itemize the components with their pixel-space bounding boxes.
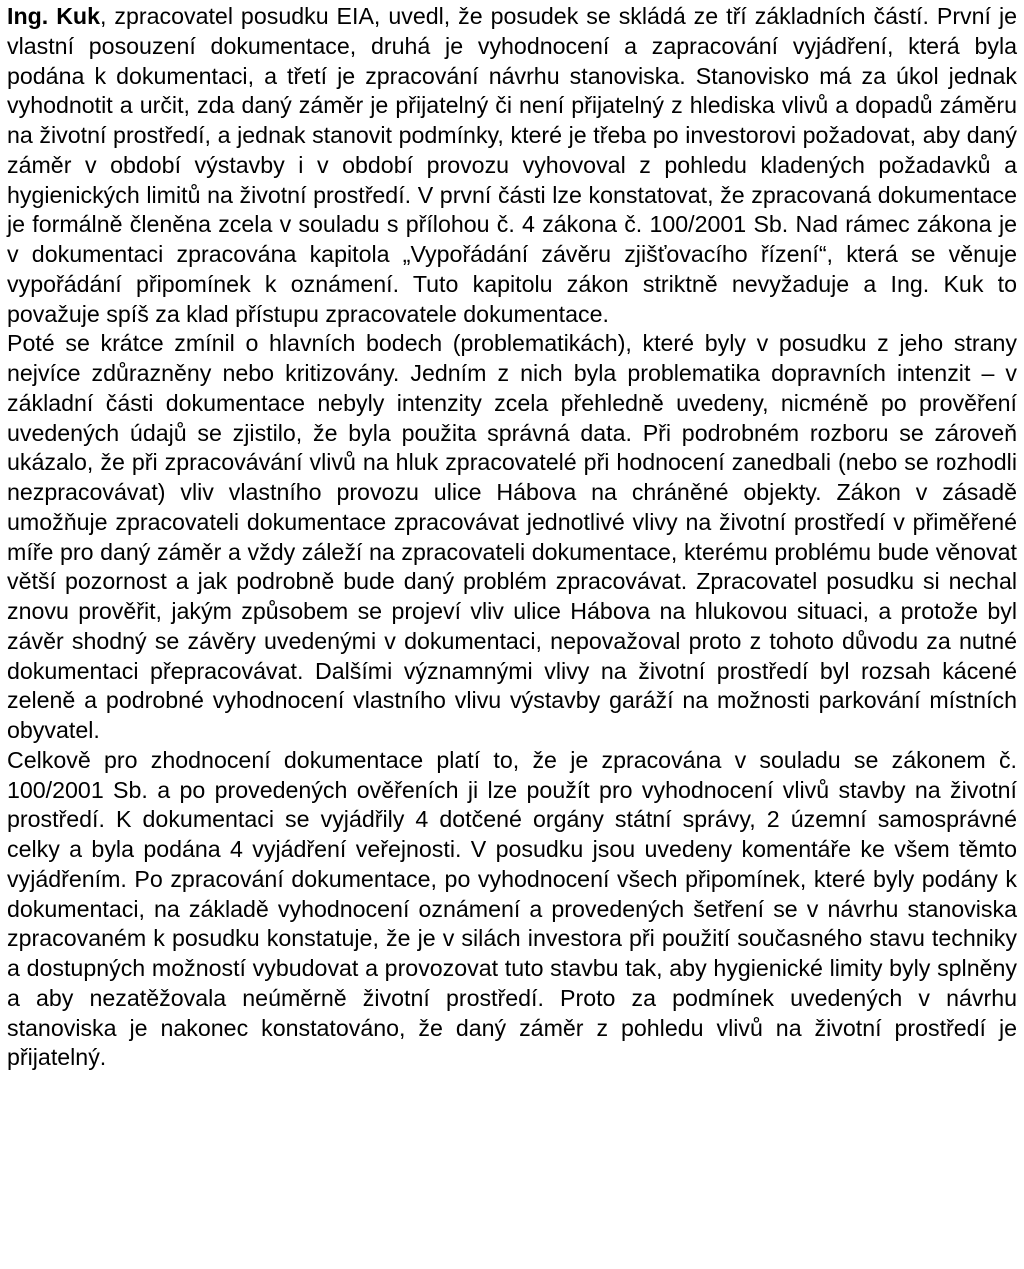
speaker-title: Ing.: [7, 3, 49, 29]
paragraph-2: Poté se krátce zmínil o hlavních bodech (problematikách), které byly v posudku z jeho strany nejvíce zdůrazněny nebo kritizovány. Jedním z nich byla problematika dopravních intenzit – v základní části dokumentace nebyly intenzity zcela přehledně uvedeny, nicméně po prověření uvedených údajů se zjistilo, že byla použita správná data. Při podrobném rozboru se zároveň ukázalo, že při zpracovávání vlivů na hluk zpracovatelé při hodnocení zanedbali (nebo se rozhodli nezpracovávat) vliv vlastního provozu ulice Hábova na chráněné objekty. Zákon v zásadě umožňuje zpracovateli dokumentace zpracovávat jednotlivé vlivy na životní prostředí v přiměřené míře pro daný záměr a vždy záleží na zpracovateli dokumentace, kterému problému bude věnovat větší pozornost a jak podrobně bude daný problém zpracovávat. Zpracovatel posudku si nechal znovu prověřit, jakým způsobem se projeví vliv ulice Hábova na hlukovou situaci, a protože byl závěr shodný se závěry uvedenými v dokumentaci, nepovažoval proto z tohoto důvodu za nutné dokumentaci přepracovávat. Dalšími významnými vlivy na životní prostředí byl rozsah kácené zeleně a podrobné vyhodnocení vlastního vlivu výstavby garáží na možnosti parkování místních obyvatel.: [7, 330, 1017, 743]
paragraph-1: [7, 2, 1017, 329]
speaker-name: Kuk: [56, 3, 100, 29]
paragraph-1-text: , zpracovatel posudku EIA, uvedl, že posudek se skládá ze tří základních částí. První je vlastní posouzení dokumentace, druhá je vyhodnocení a zapracování vyjádření, která byla podána k dokumentaci, a třetí je zpracování návrhu stanoviska. Stanovisko má za úkol jednak vyhodnotit a určit, zda daný záměr je přijatelný či není přijatelný z hlediska vlivů a dopadů záměru na životní prostředí, a jednak stanovit podmínky, které je třeba po investorovi požadovat, aby daný záměr v období výstavby i v období provozu vyhovoval z pohledu kladených požadavků a hygienických limitů na životní prostředí. V první části lze konstatovat, že zpracovaná dokumentace je formálně členěna zcela v souladu s přílohou č. 4 zákona č. 100/2001 Sb. Nad rámec zákona je v dokumentaci zpracována kapitola „Vypořádání závěru zjišťovacího řízení“, která se věnuje vypořádání připomínek k oznámení. Tuto kapitolu zákon striktně nevyžaduje a Ing. Kuk to považuje spíš za klad přístupu zpracovatele dokumentace.: [7, 3, 1017, 327]
paragraph-3: Celkově pro zhodnocení dokumentace platí to, že je zpracována v souladu se zákonem č. 100/2001 Sb. a po provedených ověřeních ji lze použít pro vyhodnocení vlivů stavby na životní prostředí. K dokumentaci se vyjádřily 4 dotčené orgány státní správy, 2 územní samosprávné celky a byla podána 4 vyjádření veřejnosti. V posudku jsou uvedeny komentáře ke všem těmto vyjádřením. Po zpracování dokumentace, po vyhodnocení všech připomínek, které byly podány k dokumentaci, na základě vyhodnocení oznámení a provedených šetření se v návrhu stanoviska zpracovaném k posudku konstatuje, že je v silách investora při použití současného stavu techniky a dostupných možností vybudovat a provozovat tuto stavbu tak, aby hygienické limity byly splněny a aby nezatěžovala neúměrně životní prostředí. Proto za podmínek uvedených v návrhu stanoviska je nakonec konstatováno, že daný záměr z pohledu vlivů na životní prostředí je přijatelný.: [7, 746, 1017, 1071]
title-separator: [48, 3, 56, 29]
document-page: [7, 2, 1017, 1073]
